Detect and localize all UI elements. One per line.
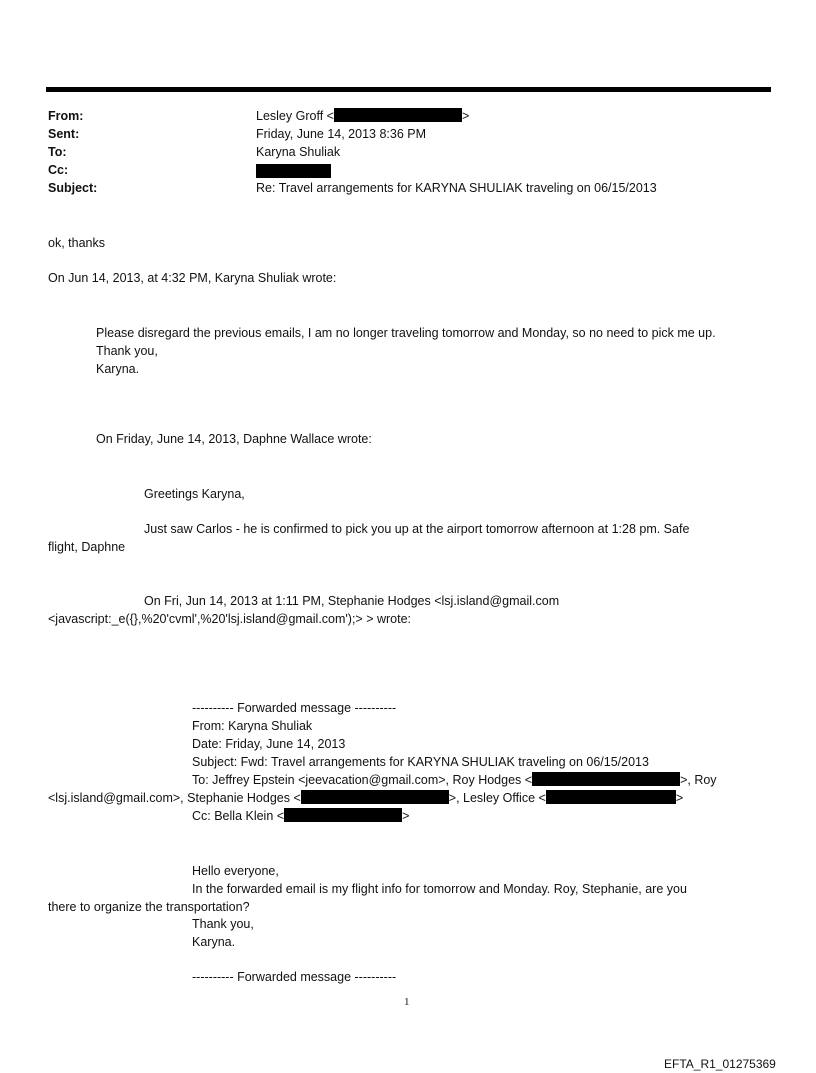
cc-end: > — [402, 809, 410, 823]
redaction-block — [301, 790, 449, 804]
karyna-msg-line2: Thank you, — [96, 344, 158, 358]
redaction-block — [256, 164, 331, 178]
stephanie-intro-line2: <javascript:_e({},%20'cvml',%20'lsj.island@gmail.com');> > wrote: — [48, 612, 412, 626]
reply-body: ok, thanks — [48, 236, 105, 250]
subject-value: Re: Travel arrangements for KARYNA SHULIAK traveling on 06/15/2013 — [256, 181, 657, 195]
forwarded-thanks: Thank you, — [192, 917, 254, 931]
forwarded-body2: there to organize the transportation? — [48, 900, 250, 914]
from-close: > — [461, 109, 470, 123]
from-label: From: — [48, 109, 84, 123]
from-value — [256, 107, 469, 125]
forwarded-date: Date: Friday, June 14, 2013 — [192, 737, 346, 751]
daphne-intro: On Friday, June 14, 2013, Daphne Wallace wrote: — [96, 432, 372, 446]
redaction-block — [334, 108, 462, 122]
forwarded-divider: ---------- Forwarded message ---------- — [192, 701, 397, 715]
forwarded-to-line1 — [192, 771, 717, 789]
header-rule — [46, 87, 771, 92]
subject-label: Subject: — [48, 181, 98, 195]
forwarded-divider-2: ---------- Forwarded message ---------- — [192, 970, 397, 984]
sent-value: Friday, June 14, 2013 8:36 PM — [256, 127, 427, 141]
to-roy-end: >, Roy — [680, 773, 717, 787]
to-label: To: — [48, 145, 67, 159]
cc-label: Cc: — [48, 163, 69, 177]
forwarded-sign: Karyna. — [192, 935, 236, 949]
karyna-msg-line3: Karyna. — [96, 362, 140, 376]
daphne-line2: flight, Daphne — [48, 540, 126, 554]
quote-intro: On Jun 14, 2013, at 4:32 PM, Karyna Shuliak wrote: — [48, 271, 337, 285]
to-line2-c: > — [675, 791, 684, 805]
redaction-block — [284, 808, 402, 822]
redaction-block — [532, 772, 680, 786]
daphne-line1: Just saw Carlos - he is confirmed to pick you up at the airport tomorrow afternoon at 1:28 pm. Safe — [144, 522, 690, 536]
to-start: To: Jeffrey Epstein <jeevacation@gmail.com>, Roy Hodges < — [192, 773, 533, 787]
redaction-block — [546, 790, 676, 804]
stephanie-intro-line1: On Fri, Jun 14, 2013 at 1:11 PM, Stephanie Hodges <lsj.island@gmail.com — [144, 594, 560, 608]
forwarded-hello: Hello everyone, — [192, 864, 279, 878]
cc-start: Cc: Bella Klein < — [192, 809, 285, 823]
to-line2-b: >, Lesley Office < — [448, 791, 546, 805]
forwarded-to-line2 — [48, 789, 683, 807]
forwarded-cc — [192, 807, 409, 825]
forwarded-from: From: Karyna Shuliak — [192, 719, 313, 733]
to-value: Karyna Shuliak — [256, 145, 341, 159]
forwarded-body1: In the forwarded email is my flight info for tomorrow and Monday. Roy, Stephanie, are you — [192, 882, 687, 896]
karyna-msg-line1: Please disregard the previous emails, I am no longer traveling tomorrow and Monday, so no need to pick me up. — [96, 326, 716, 340]
forwarded-subject: Subject: Fwd: Travel arrangements for KARYNA SHULIAK traveling on 06/15/2013 — [192, 755, 649, 769]
page-number: 1 — [404, 996, 410, 1008]
document-id: EFTA_R1_01275369 — [664, 1057, 776, 1071]
daphne-greeting: Greetings Karyna, — [144, 487, 245, 501]
sent-label: Sent: — [48, 127, 80, 141]
from-name: Lesley Groff < — [256, 109, 334, 123]
to-line2-a: <lsj.island@gmail.com>, Stephanie Hodges < — [48, 791, 301, 805]
